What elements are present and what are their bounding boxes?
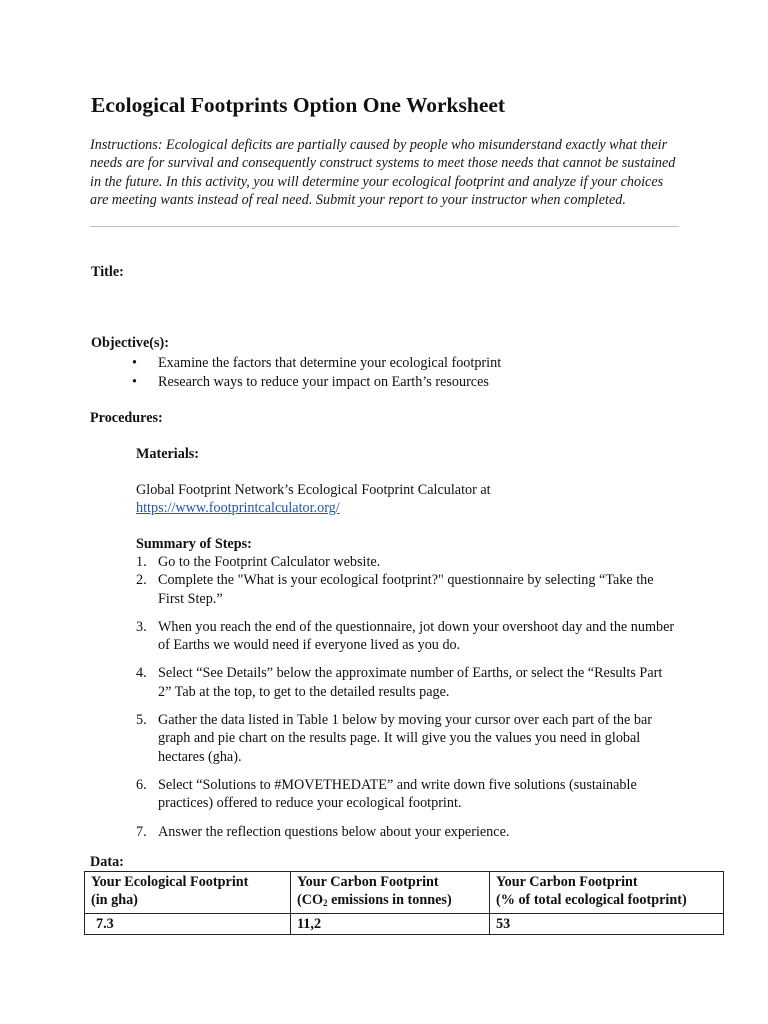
data-table [84, 871, 724, 935]
divider [90, 226, 679, 227]
procedures-label: Procedures: [90, 410, 163, 426]
data-label: Data: [90, 854, 124, 870]
step-text: Go to the Footprint Calculator website. [158, 554, 381, 570]
page-title: Ecological Footprints Option One Worksheet [91, 93, 506, 117]
cell-carbon-percent: 53 [490, 914, 724, 935]
instructions-paragraph: Instructions: Ecological deficits are partially caused by people who misunderstand exactly what their needs are for survival and consequently construct systems to meet those needs that cannot be sustained in the future. In this activity, you will determine your ecological footprint and analyze if your choices are meeting wants instead of real need. Submit your report to your instructor when completed. [90, 137, 676, 209]
bullet-icon: • [132, 355, 137, 371]
objectives-label: Objective(s): [91, 335, 169, 351]
step-text: Answer the reflection questions below about your experience. [158, 823, 510, 840]
step-text: Select “Solutions to #MOVETHEDATE” and write down five solutions (sustainable practices) offered to reduce your ecological footprint. [158, 776, 637, 812]
list-item [136, 664, 676, 701]
list-item [136, 618, 676, 655]
step-text: Complete the "What is your ecological footprint?" questionnaire by selecting “Take the First Step.” [158, 572, 654, 607]
step-number: 1. [136, 554, 147, 570]
objectives-list [132, 354, 501, 391]
materials-text: Global Footprint Network’s Ecological Footprint Calculator at [136, 482, 491, 498]
list-item [136, 823, 676, 841]
objective-text: Research ways to reduce your impact on Earth’s resources [158, 373, 489, 390]
header-ecological-footprint: Your Ecological Footprint (in gha) [85, 872, 291, 914]
objective-text: Examine the factors that determine your ecological footprint [158, 355, 502, 371]
step-number: 7. [136, 823, 147, 840]
step-text: Select “See Details” below the approximate number of Earths, or select the “Results Part 2” Tab at the top, to get to the detailed results page. [158, 665, 663, 700]
table-header-row [85, 872, 724, 914]
header-carbon-percent: Your Carbon Footprint (% of total ecological footprint) [490, 872, 724, 914]
calculator-link[interactable]: https://www.footprintcalculator.org/ [136, 500, 340, 516]
bullet-icon: • [132, 373, 137, 390]
list-item [132, 373, 501, 392]
list-item [136, 571, 676, 608]
step-text: When you reach the end of the questionnaire, jot down your overshoot day and the number of Earths we would need if everyone lived as you do. [158, 618, 675, 654]
table-row [85, 914, 724, 935]
list-item [132, 354, 501, 373]
list-item [136, 776, 676, 813]
step-number: 3. [136, 618, 147, 635]
step-number: 5. [136, 712, 147, 729]
step-number: 6. [136, 776, 147, 793]
summary-label: Summary of Steps: [136, 536, 252, 552]
step-number: 2. [136, 572, 147, 589]
materials-label: Materials: [136, 446, 200, 462]
cell-ecological-footprint: 7.3 [85, 914, 291, 935]
cell-carbon-tonnes: 11,2 [291, 914, 490, 935]
header-carbon-tonnes: Your Carbon Footprint ($CO_2$ emissions in tonnes) [291, 872, 490, 914]
step-number: 4. [136, 665, 147, 682]
step-text: Gather the data listed in Table 1 below by moving your cursor over each part of the bar graph and pie chart on the results page. It will give you the values you need in global hectares (gha). [158, 712, 652, 765]
title-label: Title: [91, 264, 124, 280]
steps-list [136, 553, 676, 841]
list-item [136, 711, 676, 766]
list-item [136, 553, 676, 571]
